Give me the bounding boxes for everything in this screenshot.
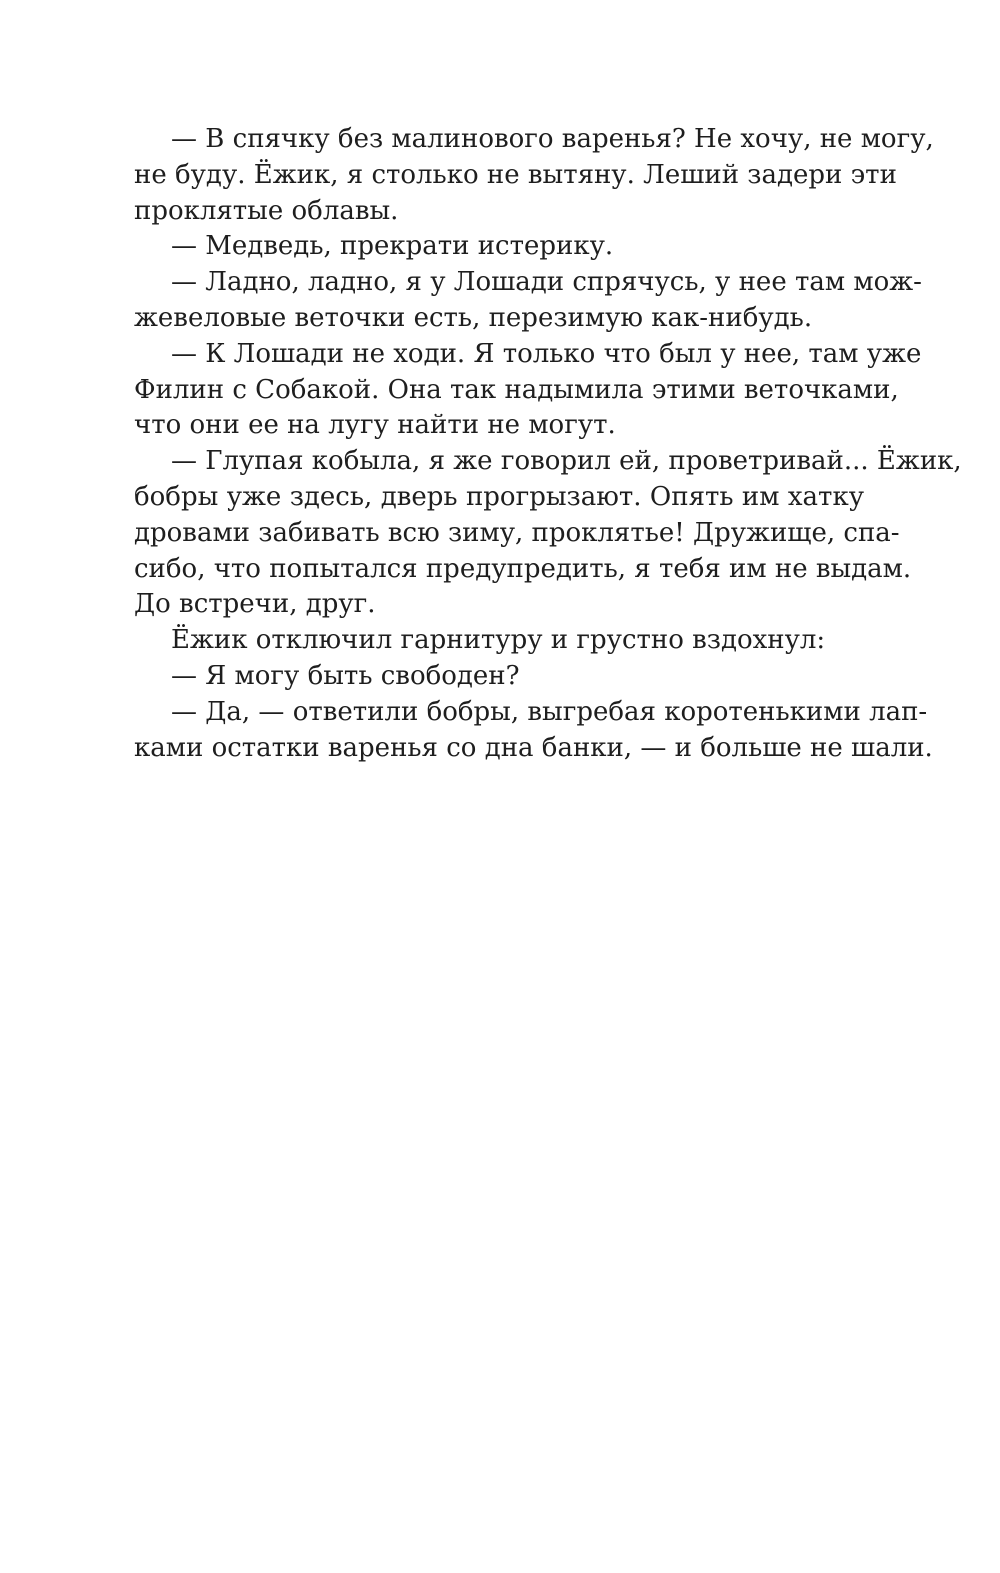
text-line: дровами забивать всю зиму, проклятье! Дружище, спа- (134, 517, 900, 548)
text-line: ками остатки варенья со дна банки, — и больше не шали. (134, 732, 933, 763)
text-line: — Да, — ответили бобры, выгребая коротенькими лап- (171, 696, 928, 727)
paragraph-3 (134, 265, 922, 337)
text-line: — Ладно, ладно, я у Лошади спрячусь, у нее там мож- (171, 267, 922, 298)
text-line: Ёжик отключил гарнитуру и грустно вздохнул: (171, 625, 826, 656)
text-line: сибо, что попытался предупредить, я тебя им не выдам. (134, 553, 912, 584)
text-line: — К Лошади не ходи. Я только что был у нее, там уже (171, 338, 922, 369)
paragraph-2 (134, 229, 864, 265)
text-line: — Я могу быть свободен? (171, 660, 520, 691)
paragraph-7 (134, 659, 864, 695)
text-line: не буду. Ёжик, я столько не вытяну. Леший задери эти (134, 159, 897, 190)
paragraph-6 (134, 623, 864, 659)
paragraph-4 (134, 337, 922, 444)
text-line: — Глупая кобыла, я же говорил ей, проветривай... Ёжик, (171, 446, 962, 477)
text-line: бобры уже здесь, дверь прогрызают. Опять им хатку (134, 481, 864, 512)
paragraph-5 (134, 444, 962, 623)
paragraph-8 (134, 695, 933, 767)
text-line: проклятые облавы. (134, 195, 399, 226)
paragraph-1 (134, 122, 934, 229)
text-line: — В спячку без малинового варенья? Не хочу, не могу, (171, 124, 934, 154)
text-line: что они ее на лугу найти не могут. (134, 410, 616, 441)
text-line: До встречи, друг. (134, 589, 376, 620)
text-line: жевеловые веточки есть, перезимую как-нибудь. (134, 302, 813, 333)
text-line: Филин с Собакой. Она так надымила этими веточками, (134, 374, 899, 405)
text-line: — Медведь, прекрати истерику. (171, 231, 614, 262)
page-text (134, 122, 962, 766)
